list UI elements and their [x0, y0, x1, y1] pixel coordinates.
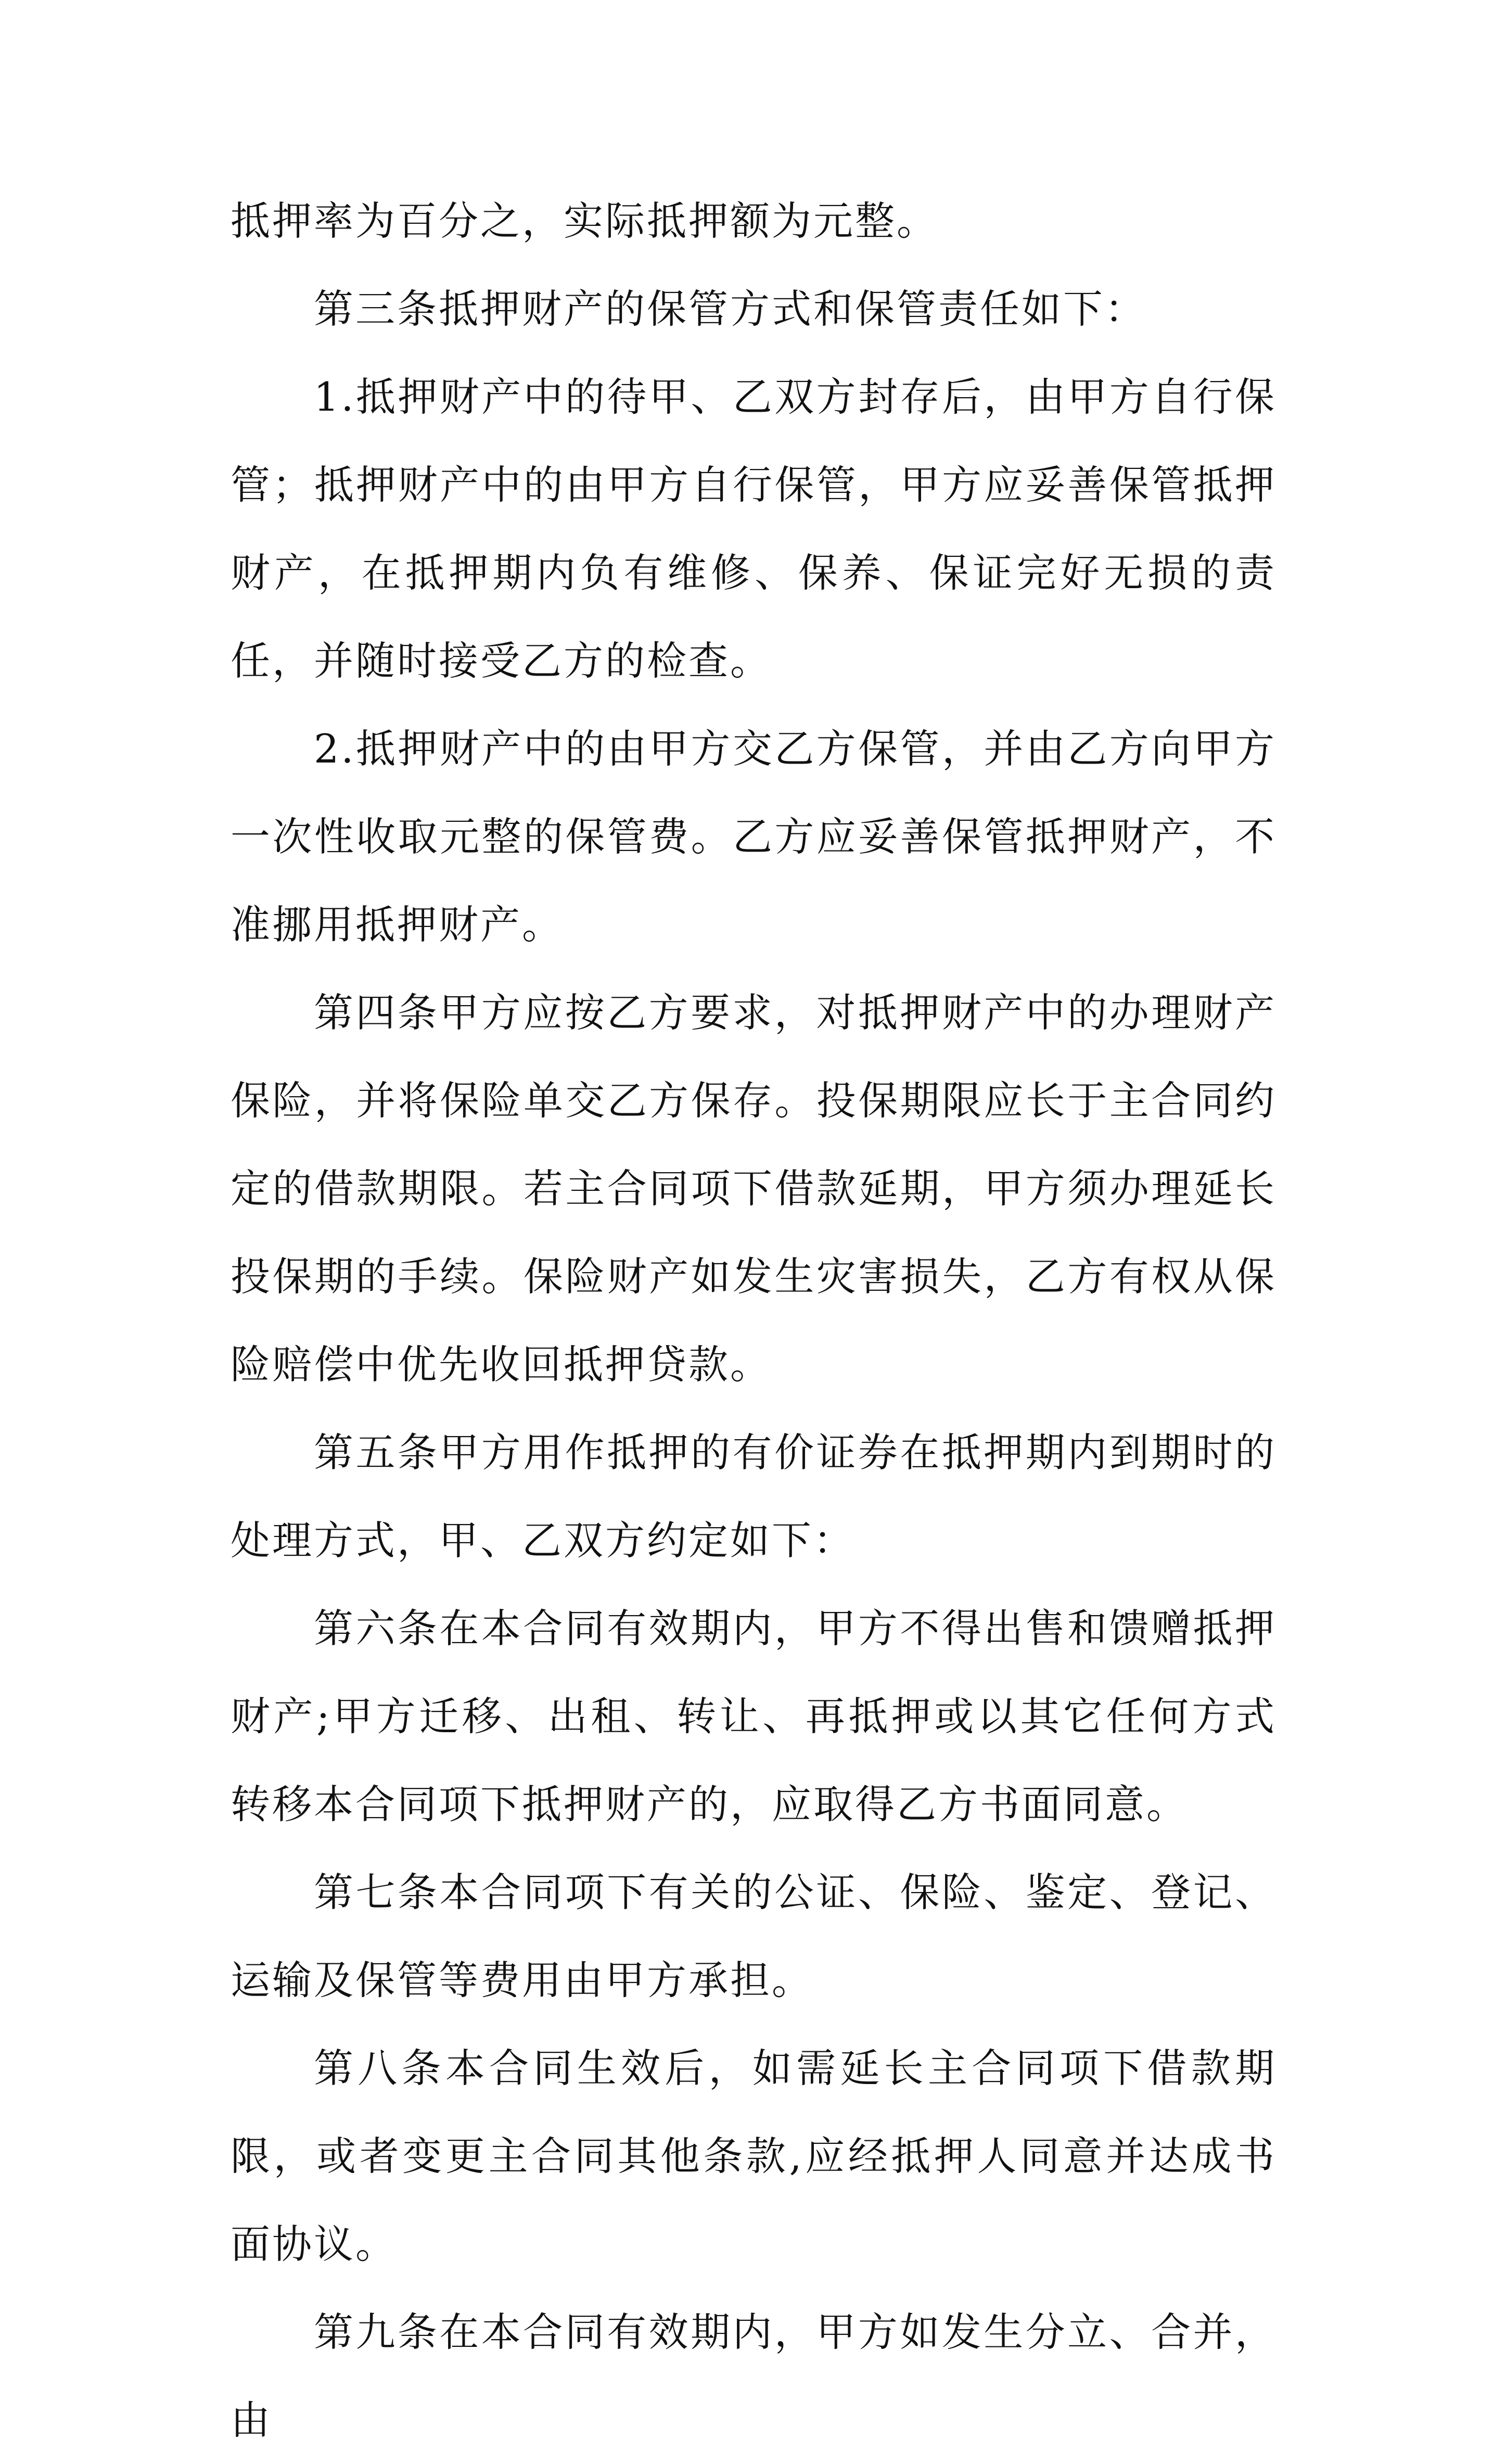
- paragraph-article-5: 第五条甲方用作抵押的有价证券在抵押期内到期时的处理方式，甲、乙双方约定如下：: [231, 1429, 1277, 1564]
- paragraph-mortgage-rate: 抵押率为百分之，实际抵押额为元整。: [231, 198, 938, 244]
- paragraph-article-7: 第七条本合同项下有关的公证、保险、鉴定、登记、运输及保管等费用由甲方承担。: [231, 1869, 1277, 2003]
- paragraph-article-4: 第四条甲方应按乙方要求，对抵押财产中的办理财产保险，并将保险单交乙方保存。投保期限应长于主合同约定的借款期限。若主合同项下借款延期，甲方须办理延长投保期的手续。保险财产如发生灾害损失，乙方有权从保险赔偿中优先收回抵押贷款。: [231, 989, 1277, 1388]
- paragraph-article-3-item-2: 2.抵押财产中的由甲方交乙方保管，并由乙方向甲方一次性收取元整的保管费。乙方应妥善保管抵押财产，不准挪用抵押财产。: [231, 726, 1277, 948]
- paragraph-article-8: 第八条本合同生效后，如需延长主合同项下借款期限，或者变更主合同其他条款,应经抵押人同意并达成书面协议。: [231, 2045, 1277, 2267]
- paragraph-article-3: 第三条抵押财产的保管方式和保管责任如下：: [314, 286, 1146, 332]
- paragraph-article-6: 第六条在本合同有效期内，甲方不得出售和馈赠抵押财产;甲方迁移、出租、转让、再抵押或以其它任何方式转移本合同项下抵押财产的，应取得乙方书面同意。: [231, 1605, 1277, 1827]
- paragraph-article-3-item-1: 1.抵押财产中的待甲、乙双方封存后，由甲方自行保管；抵押财产中的由甲方自行保管，甲方应妥善保管抵押财产，在抵押期内负有维修、保养、保证完好无损的责任，并随时接受乙方的检查。: [231, 374, 1277, 684]
- document-body: [231, 177, 1277, 2464]
- paragraph-article-9: 第九条在本合同有效期内，甲方如发生分立、合并，由: [231, 2309, 1277, 2443]
